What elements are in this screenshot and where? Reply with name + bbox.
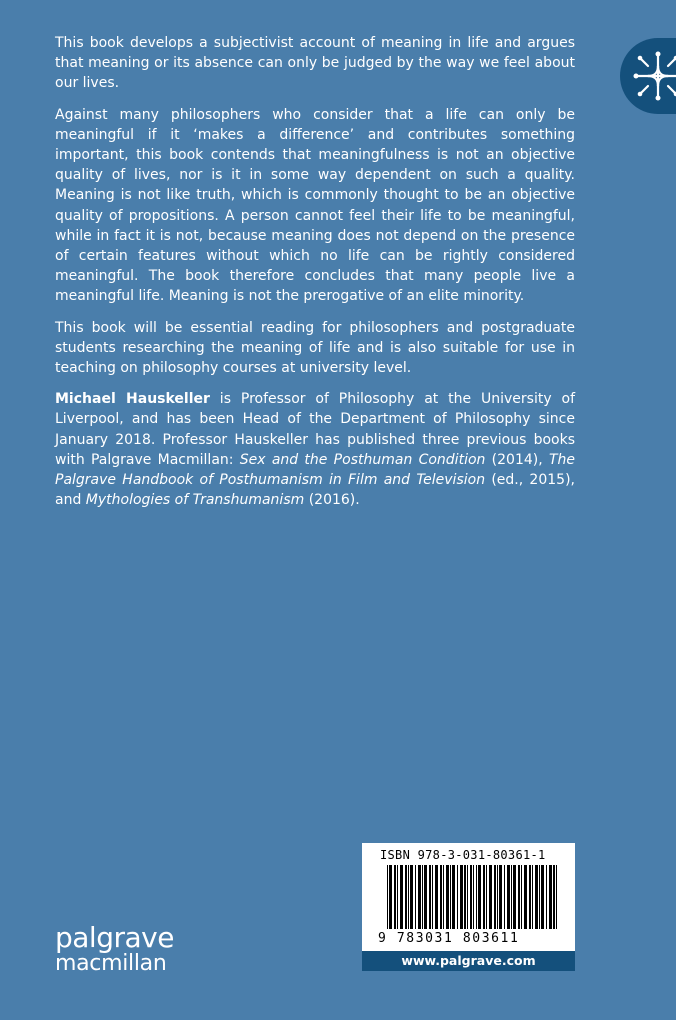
barcode-bar (478, 865, 481, 929)
barcode-bar (549, 865, 552, 929)
barcode-bar (476, 865, 477, 929)
barcode-bar (394, 865, 396, 929)
barcode-bar (422, 865, 423, 929)
barcode-bar (415, 865, 416, 929)
barcode-bar (504, 865, 505, 929)
palgrave-network-logo-icon (630, 48, 676, 104)
barcode-bar (470, 865, 472, 929)
publisher-url: www.palgrave.com (362, 951, 575, 971)
barcode-bar (532, 865, 533, 929)
isbn-barcode-panel (362, 843, 575, 951)
barcode-bar (429, 865, 431, 929)
barcode-bar (489, 865, 492, 929)
barcode-bar (521, 865, 522, 929)
barcode-bar (424, 865, 427, 929)
publisher-badge (620, 38, 676, 114)
barcode-bar (483, 865, 485, 929)
author-bio-text-d: (2016). (304, 492, 360, 509)
barcode-bar (446, 865, 449, 929)
author-bio-text-b: (2014), (485, 451, 549, 468)
barcode-bar (397, 865, 398, 929)
book-title-1: Sex and the Posthuman Condition (239, 451, 486, 468)
barcode-bar (464, 865, 466, 929)
author-bio-text-c: (ed., 2015), and (55, 472, 575, 509)
description-paragraph-1: This book develops a subjectivist account of meaning in life and argues that meaning or its absence can only be judged by the way we feel about our lives. (55, 35, 575, 92)
barcode-bar (529, 865, 531, 929)
back-cover-blurb (55, 33, 575, 521)
description-paragraph-2: Against many philosophers who consider that a life can only be meaningful if it ‘makes a difference’ and contributes something important, this book contends that meaningfulness is not an objective quality of lives, nor is it in some way dependent on such a quality. Meaning is not like truth, which is commonly thought to be an objective quality of propositions. A person cannot feel their life to be meaningful, while in fact it is not, because meaning does not depend on the presence of certain features without which no life can be rightly considered meaningful. The book therefore concludes that many people live a meaningful life. Meaning is not the prerogative of an elite minority. (55, 106, 575, 305)
barcode-bar (405, 865, 407, 929)
barcode-bar (418, 865, 421, 929)
barcode-bar (541, 865, 544, 929)
barcode-bar (518, 865, 520, 929)
barcode-bar (499, 865, 502, 929)
description-paragraph-3: This book will be essential reading for philosophers and postgraduate students researching the meaning of life and is also suitable for use in teaching on philosophy courses at university level. (55, 319, 575, 377)
book-title-2: The Palgrave Handbook of Posthumanism in Film and Television (55, 451, 576, 489)
barcode-bar (513, 865, 516, 929)
barcode-bar (443, 865, 444, 929)
barcode-bar (452, 865, 455, 929)
barcode-bar (460, 865, 463, 929)
barcode-bar (389, 865, 392, 929)
barcode-bar (410, 865, 413, 929)
barcode-bar (553, 865, 555, 929)
book-title-3: Mythologies of Transhumanism (85, 492, 305, 509)
barcode-bar (494, 865, 496, 929)
barcode-bar (450, 865, 451, 929)
barcode-bar (507, 865, 510, 929)
publisher-logo (55, 921, 174, 977)
barcode-bar (546, 865, 547, 929)
barcode-bar (387, 865, 388, 929)
barcode-bar (457, 865, 458, 929)
author-name: Michael Hauskeller (55, 391, 210, 408)
barcode-bar (535, 865, 538, 929)
publisher-name-line1: palgrave (55, 921, 174, 954)
barcode-bar (473, 865, 474, 929)
barcode-bar (497, 865, 498, 929)
barcode-bar (400, 865, 403, 929)
barcode-bar (556, 865, 557, 929)
barcode-digits: 9 783031 803611 (378, 931, 520, 946)
barcode-bar (486, 865, 487, 929)
author-bio (55, 389, 575, 510)
barcode-bar (408, 865, 409, 929)
barcode-bar (511, 865, 512, 929)
barcode-icon (387, 865, 559, 933)
barcode-bar (467, 865, 468, 929)
isbn-label: ISBN 978-3-031-80361-1 (380, 848, 546, 862)
barcode-bar (432, 865, 433, 929)
publisher-name-line2: macmillan (55, 951, 167, 976)
author-bio-text-a: is Professor of Philosophy at the University of Liverpool, and has been Head of the Department of Philosophy since January 2018. Professor Hauskeller has published three previous books with Palgrave Macmillan: (55, 391, 575, 468)
barcode-bar (435, 865, 438, 929)
barcode-bar (524, 865, 527, 929)
barcode-bar (440, 865, 442, 929)
barcode-bar (539, 865, 540, 929)
